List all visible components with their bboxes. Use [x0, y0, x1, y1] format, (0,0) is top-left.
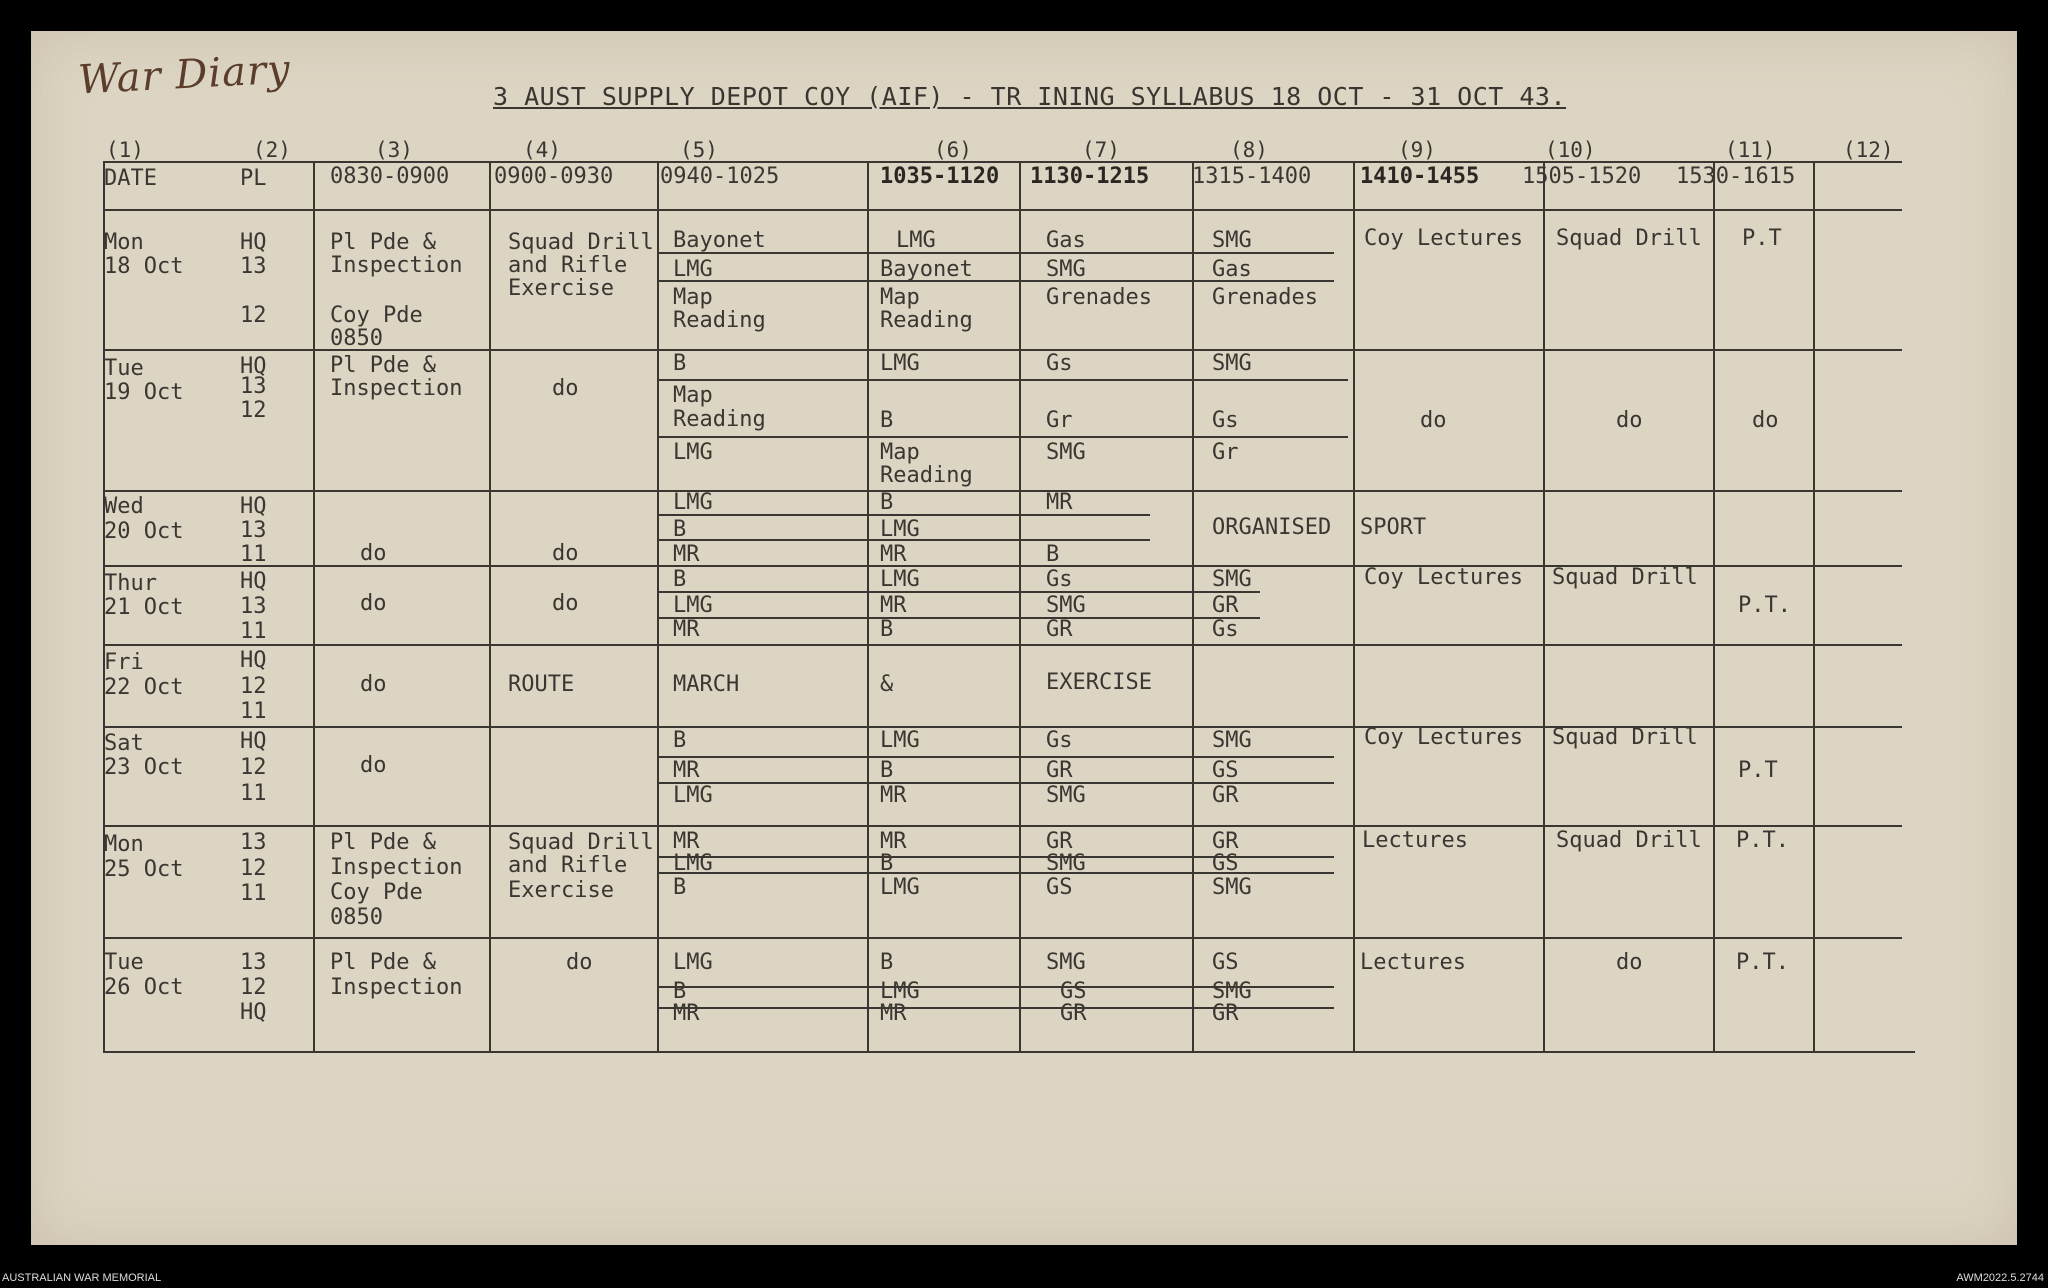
- cell-text: LMG: [896, 228, 936, 253]
- cell-text: Reading: [673, 308, 766, 333]
- cell-text: SMG: [1212, 875, 1252, 900]
- cell-text: Gas: [1212, 257, 1252, 282]
- cell-text: GR: [1212, 593, 1239, 618]
- row-pl: 13: [240, 374, 267, 399]
- cell-text: B: [880, 408, 894, 433]
- cell-text: LMG: [880, 351, 920, 376]
- cell-text: Gr: [1212, 440, 1239, 465]
- cell-text: Gr: [1046, 408, 1073, 433]
- row-day: Mon: [104, 230, 144, 255]
- cell-text: Pl Pde &: [330, 830, 436, 855]
- cell-text: Pl Pde &: [330, 950, 436, 975]
- cell-text: SMG: [1212, 351, 1252, 376]
- cell-text: MR: [880, 542, 907, 567]
- cell-text: Gs: [1046, 728, 1073, 753]
- cell-text: P.T: [1738, 758, 1778, 783]
- row-pl: 12: [240, 674, 267, 699]
- row-pl: HQ: [240, 1000, 267, 1025]
- cell-text: SMG: [1046, 440, 1086, 465]
- cell-text: GR: [1212, 783, 1239, 808]
- header-date: DATE: [104, 166, 157, 191]
- cell-text: do: [566, 950, 593, 975]
- cell-text: do: [552, 541, 579, 566]
- cell-text: B: [673, 351, 687, 376]
- cell-text: GR: [1060, 1001, 1087, 1026]
- cell-text: Lectures: [1360, 950, 1466, 975]
- header-time-4: 1035-1120: [880, 164, 1000, 189]
- cell-text: P.T: [1742, 226, 1782, 251]
- row-date: 21 Oct: [104, 595, 184, 620]
- column-number: (7): [1082, 138, 1120, 162]
- cell-text: do: [360, 753, 387, 778]
- row-pl: 11: [240, 619, 267, 644]
- column-number: (6): [934, 138, 972, 162]
- column-number: (5): [680, 138, 718, 162]
- cell-text: GR: [1212, 829, 1239, 854]
- cell-text: MR: [673, 617, 700, 642]
- row-pl: HQ: [240, 648, 267, 673]
- cell-text: GS: [1212, 758, 1239, 783]
- row-date: 26 Oct: [104, 975, 184, 1000]
- cell-text: SMG: [1046, 783, 1086, 808]
- footer-credit: AUSTRALIAN WAR MEMORIAL: [2, 1272, 162, 1284]
- cell-text: B: [880, 617, 894, 642]
- row-pl: 13: [240, 254, 267, 279]
- cell-text: GR: [1212, 1001, 1239, 1026]
- cell-text: Map: [880, 285, 920, 310]
- cell-text: ROUTE: [508, 672, 575, 697]
- cell-text: do: [360, 541, 387, 566]
- cell-text: do: [360, 591, 387, 616]
- cell-text: MR: [880, 593, 907, 618]
- cell-text: MARCH: [673, 672, 740, 697]
- cell-text: SMG: [1046, 257, 1086, 282]
- cell-text: do: [1616, 408, 1643, 433]
- cell-text: GR: [1046, 617, 1073, 642]
- cell-text: Coy Pde: [330, 303, 423, 328]
- cell-text: Map: [673, 383, 713, 408]
- cell-text: B: [673, 728, 687, 753]
- cell-text: Coy Pde: [330, 880, 423, 905]
- row-pl: 12: [240, 975, 267, 1000]
- cell-text: Lectures: [1362, 828, 1468, 853]
- cell-text: LMG: [880, 979, 920, 1004]
- cell-text: B: [880, 490, 894, 515]
- cell-text: Squad Drill: [508, 830, 654, 855]
- row-date: 22 Oct: [104, 675, 184, 700]
- cell-text: P.T.: [1738, 593, 1791, 618]
- row-pl: HQ: [240, 230, 267, 255]
- cell-text: SPORT: [1360, 515, 1427, 540]
- cell-text: do: [1420, 408, 1447, 433]
- row-pl: 13: [240, 518, 267, 543]
- cell-text: MR: [880, 829, 907, 854]
- column-number: (10): [1545, 138, 1596, 162]
- cell-text: Grenades: [1046, 285, 1152, 310]
- column-number: (11): [1725, 138, 1776, 162]
- document-page: [31, 31, 2017, 1245]
- row-pl: HQ: [240, 729, 267, 754]
- cell-text: MR: [673, 542, 700, 567]
- cell-text: SMG: [1212, 728, 1252, 753]
- header-time-2: 0900-0930: [494, 164, 614, 189]
- cell-text: LMG: [673, 257, 713, 282]
- column-number: (12): [1843, 138, 1894, 162]
- cell-text: GS: [1212, 851, 1239, 876]
- cell-text: Squad Drill: [1552, 725, 1698, 750]
- cell-text: B: [1046, 542, 1060, 567]
- cell-text: do: [1616, 950, 1643, 975]
- cell-text: Map: [880, 440, 920, 465]
- cell-text: Reading: [880, 463, 973, 488]
- row-pl: 12: [240, 755, 267, 780]
- cell-text: LMG: [673, 593, 713, 618]
- cell-text: 0850: [330, 905, 383, 930]
- cell-text: ORGANISED: [1212, 515, 1332, 540]
- row-pl: HQ: [240, 569, 267, 594]
- cell-text: Bayonet: [673, 228, 766, 253]
- row-pl: 12: [240, 303, 267, 328]
- column-number: (8): [1230, 138, 1268, 162]
- cell-text: B: [673, 517, 687, 542]
- cell-text: LMG: [673, 783, 713, 808]
- cell-text: Squad Drill: [508, 230, 654, 255]
- cell-text: B: [673, 567, 687, 592]
- cell-text: MR: [880, 783, 907, 808]
- cell-text: LMG: [880, 875, 920, 900]
- cell-text: do: [552, 591, 579, 616]
- row-day: Wed: [104, 494, 144, 519]
- cell-text: Squad Drill: [1556, 828, 1702, 853]
- cell-text: MR: [673, 758, 700, 783]
- cell-text: Coy Lectures: [1364, 565, 1523, 590]
- row-pl: 13: [240, 950, 267, 975]
- cell-text: EXERCISE: [1046, 670, 1152, 695]
- cell-text: do: [1752, 408, 1779, 433]
- header-time-8: 1505-1520: [1522, 164, 1642, 189]
- cell-text: &: [880, 672, 894, 697]
- row-date: 20 Oct: [104, 519, 184, 544]
- row-pl: HQ: [240, 494, 267, 519]
- row-day: Fri: [104, 650, 144, 675]
- cell-text: Gas: [1046, 228, 1086, 253]
- row-day: Mon: [104, 832, 144, 857]
- header-time-5: 1130-1215: [1030, 164, 1150, 189]
- cell-text: MR: [673, 1001, 700, 1026]
- column-number: (3): [375, 138, 413, 162]
- cell-text: B: [880, 758, 894, 783]
- cell-text: LMG: [673, 851, 713, 876]
- row-pl: 11: [240, 699, 267, 724]
- cell-text: Pl Pde &: [330, 353, 436, 378]
- column-number: (4): [523, 138, 561, 162]
- cell-text: Bayonet: [880, 257, 973, 282]
- row-pl: HQ: [240, 354, 267, 379]
- cell-text: SMG: [1212, 979, 1252, 1004]
- row-day: Sat: [104, 731, 144, 756]
- handwritten-annotation: War Diary: [76, 46, 292, 104]
- cell-text: Coy Lectures: [1364, 725, 1523, 750]
- cell-text: Coy Lectures: [1364, 226, 1523, 251]
- row-date: 23 Oct: [104, 755, 184, 780]
- cell-text: LMG: [673, 440, 713, 465]
- cell-text: Exercise: [508, 276, 614, 301]
- cell-text: SMG: [1212, 567, 1252, 592]
- cell-text: GR: [1046, 829, 1073, 854]
- cell-text: Pl Pde &: [330, 230, 436, 255]
- header-time-6: 1315-1400: [1192, 164, 1312, 189]
- row-day: Tue: [104, 356, 144, 381]
- cell-text: SMG: [1046, 851, 1086, 876]
- cell-text: Inspection: [330, 855, 463, 880]
- cell-text: Map: [673, 285, 713, 310]
- cell-text: Gs: [1212, 617, 1239, 642]
- cell-text: B: [880, 851, 894, 876]
- cell-text: 0850: [330, 326, 383, 351]
- cell-text: MR: [1046, 490, 1073, 515]
- row-day: Tue: [104, 950, 144, 975]
- cell-text: B: [673, 875, 687, 900]
- header-time-7: 1410-1455: [1360, 164, 1480, 189]
- cell-text: Squad Drill: [1556, 226, 1702, 251]
- document-title: 3 AUST SUPPLY DEPOT COY (AIF) - TR INING SYLLABUS 18 OCT - 31 OCT 43.: [493, 82, 1567, 111]
- row-pl: 11: [240, 781, 267, 806]
- row-date: 18 Oct: [104, 254, 184, 279]
- header-time-1: 0830-0900: [330, 164, 450, 189]
- cell-text: Inspection: [330, 975, 463, 1000]
- header-pl: PL: [240, 166, 267, 191]
- cell-text: Reading: [880, 308, 973, 333]
- cell-text: Squad Drill: [1552, 565, 1698, 590]
- cell-text: P.T.: [1736, 950, 1789, 975]
- row-date: 19 Oct: [104, 380, 184, 405]
- cell-text: Gs: [1046, 567, 1073, 592]
- row-pl: 12: [240, 398, 267, 423]
- cell-text: LMG: [880, 517, 920, 542]
- row-pl: 13: [240, 594, 267, 619]
- cell-text: MR: [880, 1001, 907, 1026]
- header-time-9: 1530-1615: [1676, 164, 1796, 189]
- cell-text: Gs: [1046, 351, 1073, 376]
- cell-text: GS: [1060, 979, 1087, 1004]
- row-pl: 12: [240, 856, 267, 881]
- cell-text: GS: [1212, 950, 1239, 975]
- row-day: Thur: [104, 571, 157, 596]
- cell-text: GR: [1046, 758, 1073, 783]
- header-time-3: 0940-1025: [660, 164, 780, 189]
- cell-text: Grenades: [1212, 285, 1318, 310]
- cell-text: do: [360, 672, 387, 697]
- footer-id: AWM2022.5.2744: [1956, 1272, 2044, 1284]
- cell-text: P.T.: [1736, 828, 1789, 853]
- cell-text: LMG: [673, 950, 713, 975]
- cell-text: LMG: [673, 490, 713, 515]
- column-number: (1): [106, 138, 144, 162]
- cell-text: SMG: [1046, 593, 1086, 618]
- cell-text: do: [552, 376, 579, 401]
- cell-text: LMG: [880, 728, 920, 753]
- row-pl: 11: [240, 881, 267, 906]
- cell-text: MR: [673, 829, 700, 854]
- cell-text: SMG: [1046, 950, 1086, 975]
- column-number: (9): [1398, 138, 1436, 162]
- cell-text: Exercise: [508, 878, 614, 903]
- row-date: 25 Oct: [104, 857, 184, 882]
- cell-text: Reading: [673, 407, 766, 432]
- cell-text: SMG: [1212, 228, 1252, 253]
- cell-text: and Rifle: [508, 253, 628, 278]
- cell-text: Gs: [1212, 408, 1239, 433]
- cell-text: Inspection: [330, 253, 463, 278]
- cell-text: B: [880, 950, 894, 975]
- column-number: (2): [253, 138, 291, 162]
- cell-text: LMG: [880, 567, 920, 592]
- cell-text: GS: [1046, 875, 1073, 900]
- row-pl: 11: [240, 542, 267, 567]
- row-pl: 13: [240, 830, 267, 855]
- cell-text: and Rifle: [508, 853, 628, 878]
- cell-text: Inspection: [330, 376, 463, 401]
- cell-text: B: [673, 979, 687, 1004]
